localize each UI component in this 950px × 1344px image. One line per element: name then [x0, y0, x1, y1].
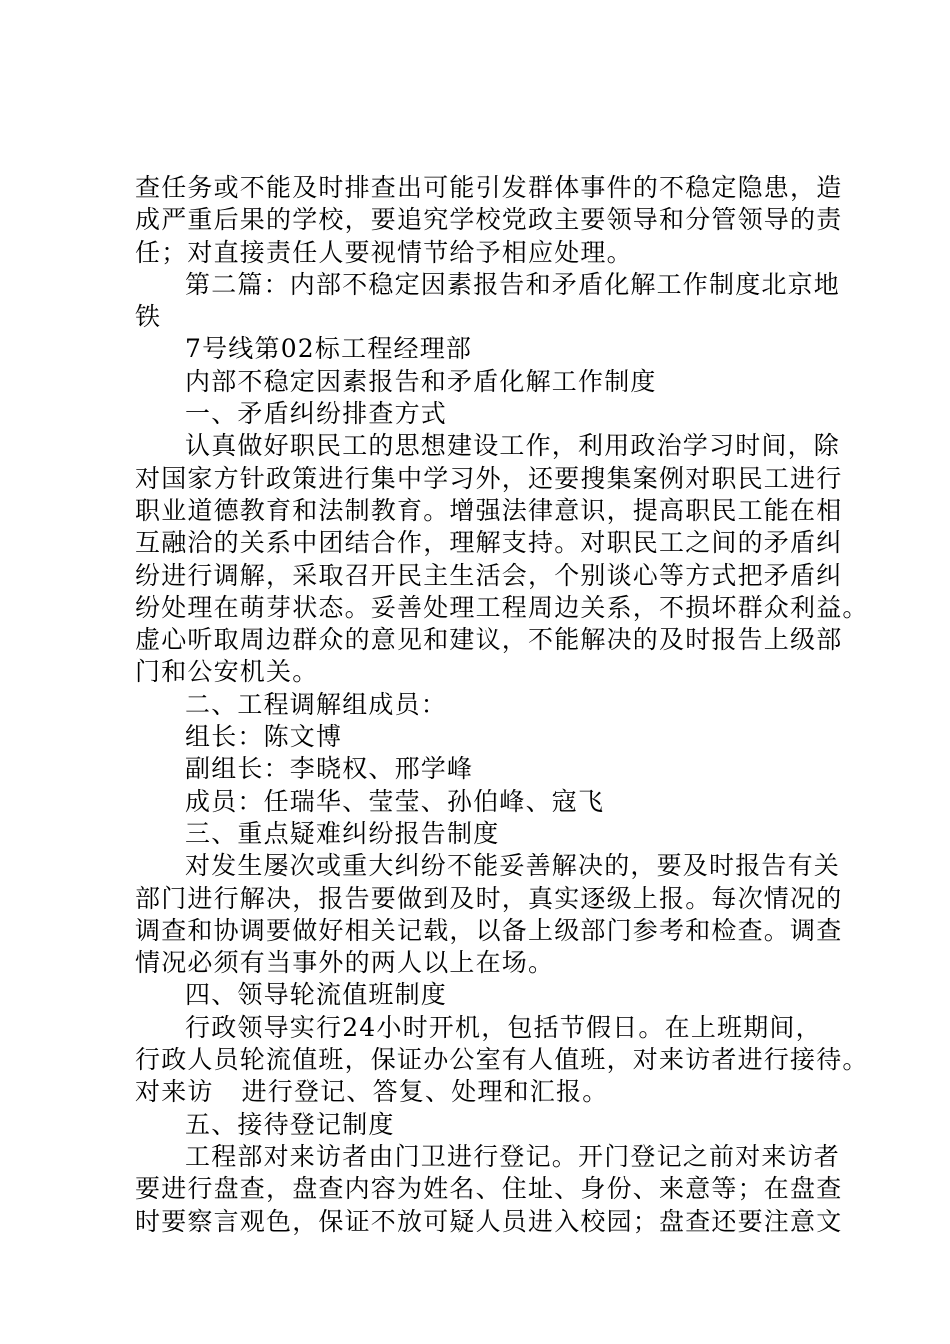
line-text: 二、工程调解组成员： [185, 689, 448, 719]
text-line [135, 1109, 835, 1141]
text-line [135, 1206, 843, 1238]
line-text: 纷处理在萌芽状态。妥善处理工程周边关系，不损坏群众利益。 [135, 592, 869, 622]
line-text: 纷进行调解，采取召开民主生活会，个别谈心等方式把矛盾纠 [135, 560, 843, 590]
line-text: 三、重点疑难纠纷报告制度 [185, 818, 500, 848]
text-line [135, 850, 841, 882]
line-text: 一、矛盾纠纷排查方式 [185, 399, 448, 429]
text-line [135, 656, 835, 688]
line-text: 互融洽的关系中团结合作，理解支持。对职民工之间的矛盾纠 [135, 528, 843, 558]
text-line [135, 592, 869, 624]
text-line [135, 204, 843, 236]
line-text: 任；对直接责任人要视情节给予相应处理。 [135, 237, 633, 267]
text-line [135, 883, 843, 915]
line-text: 对来访 [135, 1077, 214, 1107]
line-text: 情况必须有当事外的两人以上在场。 [135, 948, 555, 978]
text-line [135, 495, 843, 527]
line-text: 副组长：李晓权、邢学峰 [185, 754, 474, 784]
text-line [135, 1173, 843, 1205]
line-text: 成严重后果的学校，要追究学校党政主要领导和分管领导的责 [135, 205, 843, 235]
text-line [135, 689, 835, 721]
line-text: 7号线第02标工程经理部 [185, 334, 473, 364]
text-line [135, 172, 843, 204]
text-line [135, 624, 843, 656]
line-text: 虚心听取周边群众的意见和建议，不能解决的及时报告上级部 [135, 625, 843, 655]
line-text: 成员：任瑞华、莹莹、孙伯峰、寇飞 [185, 786, 605, 816]
line-text: 组长：陈文博 [185, 722, 343, 752]
line-text: 第二篇：内部不稳定因素报告和矛盾化解工作制度北京地 [185, 269, 841, 299]
line-text: 时要察言观色，保证不放可疑人员进入校园；盘查还要注意文 [135, 1206, 843, 1236]
line-text: 职业道德教育和法制教育。增强法律意识，提高职民工能在相 [135, 495, 843, 525]
text-line [135, 1012, 835, 1044]
line-text: 五、接待登记制度 [185, 1109, 395, 1139]
line-text: 内部不稳定因素报告和矛盾化解工作制度 [185, 366, 657, 396]
line-text: 对国家方针政策进行集中学习外，还要搜集案例对职民工进行 [135, 463, 843, 493]
line-text: 查任务或不能及时排查出可能引发群体事件的不稳定隐患，造 [135, 173, 843, 202]
line-text: 认真做好职民工的思想建设工作，利用政治学习时间，除 [185, 431, 841, 461]
text-line [135, 398, 835, 430]
text-line [135, 463, 843, 495]
line-text: 调查和协调要做好相关记载，以备上级部门参考和检查。调查 [135, 915, 843, 945]
line-text: 要进行盘查，盘查内容为姓名、住址、身份、来意等；在盘查 [135, 1174, 843, 1204]
line-text: 四、领导轮流值班制度 [185, 980, 448, 1010]
line-text: 部门进行解决，报告要做到及时，真实逐级上报。每次情况的 [135, 883, 843, 913]
text-line [135, 915, 843, 947]
text-line [135, 979, 835, 1011]
text-line [135, 818, 835, 850]
line-text-continued: 进行登记、答复、处理和汇报。 [241, 1077, 609, 1107]
text-line [135, 269, 841, 301]
text-line [135, 1076, 835, 1108]
line-text: 门和公安机关。 [135, 657, 319, 687]
text-line [135, 366, 835, 398]
text-line [135, 333, 835, 365]
text-line [135, 560, 843, 592]
line-text: 行政领导实行24小时开机，包括节假日。在上班期间， [185, 1012, 822, 1042]
text-line [135, 1044, 869, 1076]
line-text: 铁 [135, 302, 162, 332]
text-line [135, 1141, 841, 1173]
line-text: 工程部对来访者由门卫进行登记。开门登记之前对来访者 [185, 1141, 841, 1171]
text-line [135, 753, 835, 785]
text-line [135, 786, 835, 818]
line-text: 对发生屡次或重大纠纷不能妥善解决的，要及时报告有关 [185, 851, 841, 881]
text-line [135, 430, 841, 462]
text-line [135, 721, 835, 753]
text-line [135, 947, 835, 979]
line-text: 行政人员轮流值班，保证办公室有人值班，对来访者进行接待。 [135, 1045, 869, 1075]
text-line [135, 237, 835, 269]
text-line [135, 301, 835, 333]
text-line [135, 527, 843, 559]
document-body [135, 172, 869, 1238]
